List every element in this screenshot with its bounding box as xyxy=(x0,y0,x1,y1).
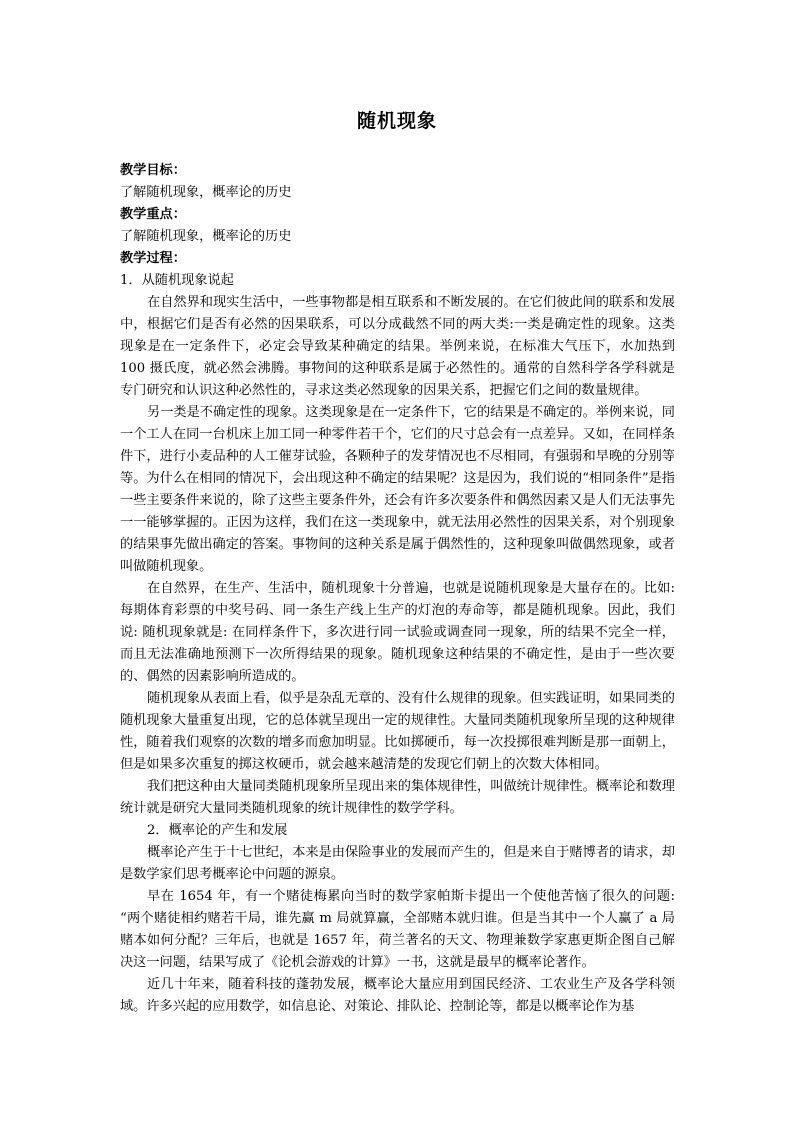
objectives-text: 了解随机现象，概率论的历史 xyxy=(120,185,292,200)
paragraph: 早在 1654 年，有一个赌徒梅累向当时的数学家帕斯卡提出一个使他苦恼了很久的问题: “两个赌徒相约赌若干局，谁先赢 m 局就算赢，全部赌本就归谁。但是当其中一个人赢了 a 局赌本如何分配？三年后，也就是 1657 年，荷兰著名的天文、物理兼数学家惠更斯企图自己解决这一问题，结果写成了《论机会游戏的计算》一书，这就是最早的概率论著作。 xyxy=(120,889,675,970)
paragraph: 另一类是不确定性的现象。这类现象是在一定条件下，它的结果是不确定的。举例来说，同一个工人在同一台机床上加工同一种零件若干个，它们的尺寸总会有一点差异。又如，在同样条件下，进行小麦品种的人工催芽试验，各颗种子的发芽情况也不尽相同，有强弱和早晚的分别等等。为什么在相同的情况下，会出现这种不确定的结果呢？这是因为，我们说的“相同条件”是指一些主要条件来说的，除了这些主要条件外，还会有许多次要条件和偶然因素又是人们无法事先一一能够掌握的。正因为这样，我们在这一类现象中，就无法用必然性的因果关系，对个别现象的结果事先做出确定的答案。事物间的这种关系是属于偶然性的，这种现象叫做偶然现象，或者叫做随机现象。 xyxy=(120,405,675,574)
key-points-text: 了解随机现象，概率论的历史 xyxy=(120,229,292,244)
paragraph: 在自然界和现实生活中，一些事物都是相互联系和不断发展的。在它们彼此间的联系和发展中，根据它们是否有必然的因果联系，可以分成截然不同的两大类:一类是确定性的现象。这类现象是在一定条件下，必定会导致某种确定的结果。举例来说，在标准大气压下，水加热到 100 摄氏度，就必然会沸腾。事物间的这种联系是属于必然性的。通常的自然科学各学科就是专门研究和认识这种必然性的，寻求这类必然现象的因果关系，把握它们之间的数量规律。 xyxy=(120,295,675,398)
document-body xyxy=(120,160,675,1018)
paragraph: 概率论产生于十七世纪，本来是由保险事业的发展而产生的，但是来自于赌博者的请求，却是数学家们思考概率论中问题的源泉。 xyxy=(120,845,675,882)
section-2-heading: 2．概率论的产生和发展 xyxy=(147,823,288,838)
paragraph: 近几十年来，随着科技的蓬勃发展，概率论大量应用到国民经济、工农业生产及各学科领域。许多兴起的应用数学，如信息论、对策论、排队论、控制论等，都是以概率论作为基 xyxy=(120,977,675,1014)
key-points-label: 教学重点： xyxy=(120,207,186,222)
page-title: 随机现象 xyxy=(356,110,437,132)
section-1-heading: 1．从随机现象说起 xyxy=(120,273,234,288)
paragraph: 随机现象从表面上看，似乎是杂乱无章的、没有什么规律的现象。但实践证明，如果同类的随机现象大量重复出现，它的总体就呈现出一定的规律性。大量同类随机现象所呈现的这种规律性，随着我们观察的次数的增多而愈加明显。比如掷硬币，每一次投掷很难判断是那一面朝上，但是如果多次重复的掷这枚硬币，就会越来越清楚的发现它们朝上的次数大体相同。 xyxy=(120,691,675,772)
objectives-label: 教学目标： xyxy=(120,163,186,178)
paragraph: 我们把这种由大量同类随机现象所呈现出来的集体规律性，叫做统计规律性。概率论和数理统计就是研究大量同类随机现象的统计规律性的数学学科。 xyxy=(120,779,675,816)
process-label: 教学过程： xyxy=(120,251,186,266)
paragraph: 在自然界，在生产、生活中，随机现象十分普遍，也就是说随机现象是大量存在的。比如: 每期体育彩票的中奖号码、同一条生产线上生产的灯泡的寿命等，都是随机现象。因此，我们说: 随机现象就是: 在同样条件下，多次进行同一试验或调查同一现象，所的结果不完全一样，而且无法准确地预测下一次所得结果的现象。随机现象这种结果的不确定性，是由于一些次要的、偶然的因素影响所造成的。 xyxy=(120,581,675,684)
